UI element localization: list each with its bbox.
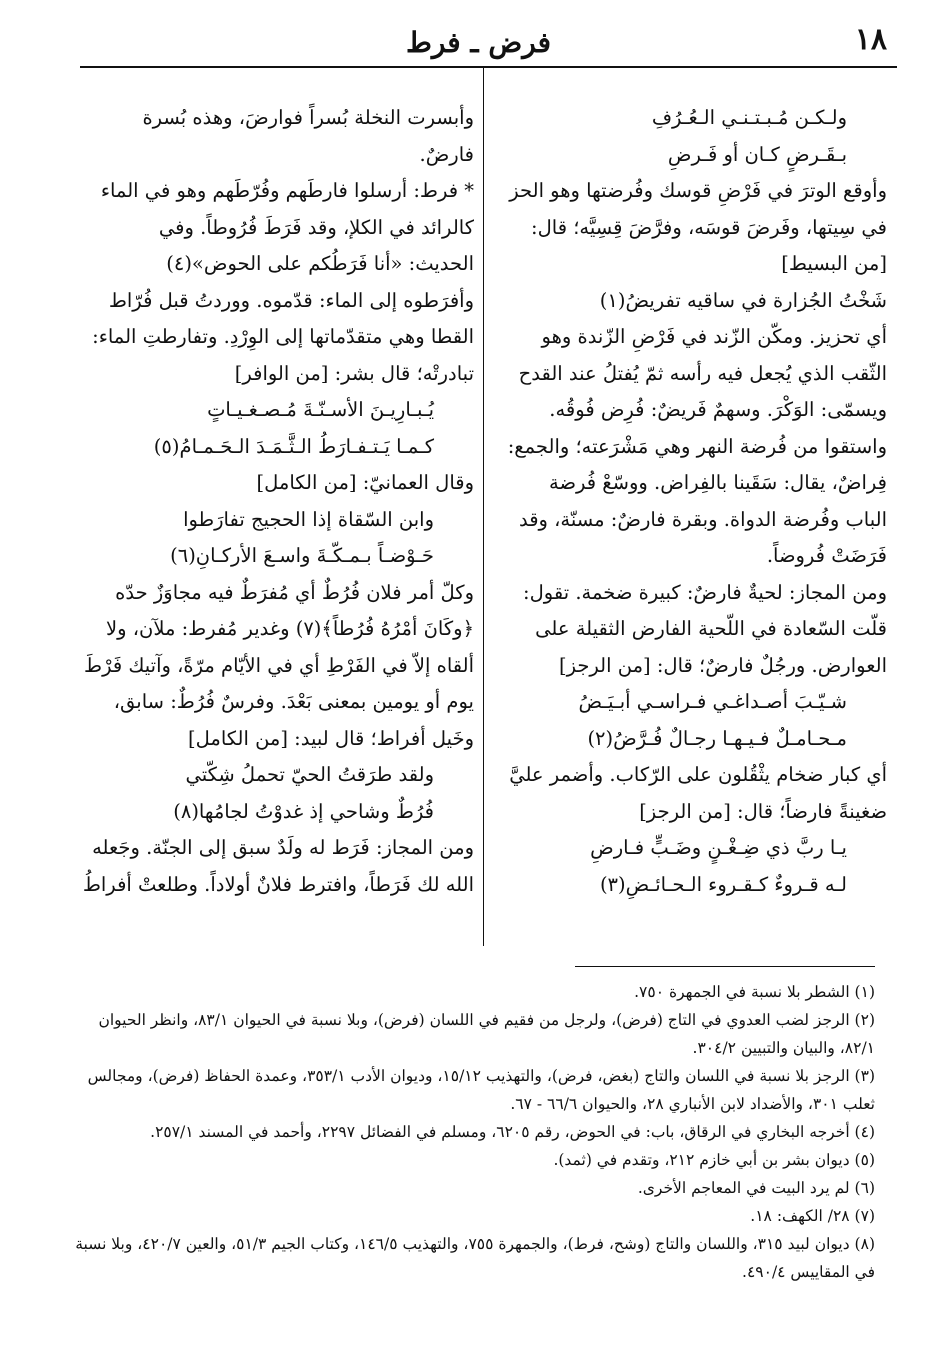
text-line: وقال العمانيّ: [من الكامل] bbox=[256, 471, 474, 494]
text-line: وأفرَطوه إلى الماء: قدّموه. ووردتُ قبل فُرّاط bbox=[108, 288, 474, 312]
page-number: ١٨ bbox=[854, 22, 887, 57]
footnote: (٤) أخرجه البخاري في الرقاق، باب: في الحوض، رقم ٦٢٠٥، ومسلم في الفضائل ٢٢٩٧، وأحمد في المسند ٢٥٧/١. bbox=[150, 1123, 875, 1141]
text-line: أي تحزيز. ومكّن الزّند في فَرْضِ الزّندة وهو bbox=[541, 325, 887, 348]
text-line: ضغينةً فارضاً؛ قال: [من الرجز] bbox=[639, 799, 887, 823]
text-line: وأوقع الوترَ في فَرْضِ قوسك وفُرضتها وهو الحز bbox=[509, 179, 887, 202]
text-line: فارضٌ. bbox=[419, 142, 474, 166]
text-line: فُرُطٌ وشاحي إذ غدوْتُ لجامُها(٨) bbox=[173, 799, 434, 823]
footnote: (١) الشطر بلا نسبة في الجمهرة ٧٥٠. bbox=[634, 983, 875, 1001]
text-line: واستقوا من فُرضة النهر وهي مَشْرَعته؛ والجمع: bbox=[507, 434, 887, 458]
column-divider bbox=[483, 68, 484, 946]
text-line: القطا وهي متقدّماتها إلى الوِرْدِ. وتفارطتِ الماء: bbox=[92, 325, 474, 348]
footnote: (٣) الرجز بلا نسبة في اللسان والتاج (بغض، فرض)، والتهذيب ١٥/١٢، وديوان الأدب ٣٥٣/١، وعمدة الحفاظ (فرض)، ومجالس ثعلب ٣٠١، والأضداد لابن الأنباري ٢٨، والحيوان ٦٦/٦ - ٦٧. bbox=[87, 1067, 875, 1113]
text-line: يـا ربَّ ذي ضِـغْـنٍ وضَـبٍّ فـارضِ bbox=[590, 836, 847, 859]
text-line: يوم أو يومين بمعنى بَعْدَ. وفرسٌ فُرُطٌ: سابق، bbox=[113, 690, 474, 713]
text-line: ومن المجاز: فَرَط له ولَدٌ سبق إلى الجنّة. وجَعله bbox=[92, 836, 474, 859]
text-line: الحديث: «أنا فَرَطُكم على الحوض»(٤) bbox=[166, 252, 474, 275]
right-column bbox=[487, 100, 887, 950]
footnote: (٦) لم يرد البيت في المعاجم الأخرى. bbox=[637, 1179, 875, 1197]
text-line: الباب وفُرضة الدواة. وبقرة فارضٌ: مسنّة، وقد bbox=[518, 507, 887, 531]
text-line: الله لك فَرَطاً، وافترط فلانٌ أولاداً. وطلعتْ أفراطُ bbox=[82, 872, 474, 896]
text-line: شَخْتُ الجُزارة في ساقيه تفريضُ(١) bbox=[599, 288, 887, 312]
text-line: مـحـامـلٌ فـيـهـا رجـالٌ فُـرَّضُ(٢) bbox=[587, 726, 847, 750]
text-line: فَرَضَتْ فُروضاً. bbox=[766, 544, 887, 567]
text-line: تبادرتْه؛ قال بشر: [من الوافر] bbox=[234, 361, 474, 385]
text-line: كـمـا يَـتـفـارَطُ الـثَّـمَـدَ الـحَـمـامُ(٥) bbox=[153, 434, 434, 458]
text-line: [من البسيط] bbox=[781, 252, 887, 275]
text-line: يُـبـارِيـنَ الأسـنّـةَ مُـصـغـيـاتٍ bbox=[207, 398, 434, 421]
text-line: العوارض. ورجُلٌ فارضٌ؛ قال: [من الرجز] bbox=[559, 653, 887, 677]
text-line: فِراضٌ، يقال: سَقَينا بالفِراض. ووسّعْ فُرضة bbox=[548, 471, 887, 494]
footnotes bbox=[60, 978, 875, 1286]
text-line: بـقَـرضٍ كـان أو فَـرضِ bbox=[667, 142, 847, 166]
footnote: (٨) ديوان لبيد ٣١٥، واللسان والتاج (وشح، فرط)، والجمهرة ٧٥٥، والتهذيب ١٤٦/٥، وكتاب الجيم ٥١/٣، والعين ٤٢٠/٧، وبلا نسبة في المقاييس ٤٩٠/٤. bbox=[75, 1235, 875, 1281]
text-line: ويسمّى: الوَكْرَ. وسهمٌ فَريضٌ: فُرِض فُوقُه. bbox=[549, 398, 887, 421]
text-line: ولـكـن مُـبـتـنـي الـعُـرُفِ bbox=[651, 106, 847, 129]
footnote-rule bbox=[575, 966, 875, 967]
text-line: وخَيل أفراط؛ قال لبيد: [من الكامل] bbox=[188, 726, 474, 750]
text-line: ومن المجاز: لحيةٌ فارضٌ: كبيرة ضخمة. تقول: bbox=[523, 580, 887, 604]
text-line: ﴿وكَانَ أمْرُهُ فُرُطاً﴾(٧) وغدير مُفرط: ملآن، ولا bbox=[105, 617, 474, 640]
footnote: (٥) ديوان بشر بن أبي خازم ٢١٢، وتقدم في (ثمد). bbox=[553, 1151, 875, 1169]
footnote: (٧) ٢٨/ الكهف: ١٨. bbox=[750, 1207, 875, 1225]
text-line: وابن السّقاة إذا الحجيج تفارَطوا bbox=[183, 507, 434, 531]
text-line: ألقاه إلاّ في الفَرْطِ أي في الأيّام مرّةً، وآتيك فَرْطَ bbox=[84, 653, 474, 677]
running-title: فرض ـ فرط bbox=[405, 26, 552, 59]
text-line: لـه قـروءٌ كـقـروء الـحـائـضِ(٣) bbox=[599, 872, 847, 896]
text-line: قلّت السّعادة في اللّحية الفارض الثقيلة على bbox=[535, 617, 887, 640]
left-column bbox=[78, 100, 474, 950]
text-line: أي كبار ضخام يثْقُلون على الرّكاب. وأضمر عليَّ bbox=[509, 763, 887, 786]
text-line: * فرط: أرسلوا فارطَهم وفُرّطَهم وهو في الماء bbox=[100, 179, 474, 202]
text-line: كالرائد في الكلإ، وقد فَرَطَ فُرُوطاً. وفي bbox=[158, 215, 474, 239]
text-line: ولقد طرَقتُ الحيّ تحملُ شِكّتي bbox=[185, 763, 434, 786]
text-line: حَـوْضـاً بـمـكّـةَ واسـعَ الأركـانِ(٦) bbox=[170, 544, 434, 567]
footnote: (٢) الرجز لضب العدوي في التاج (فرض)، ولرجل من فقيم في اللسان (فرض)، وبلا نسبة في الحيوان ٨٣/١، وانظر الحيوان ٨٢/١، والبيان والتبيين ٣٠٤/٢. bbox=[98, 1011, 875, 1057]
page-header bbox=[70, 22, 887, 66]
text-line: في سِيتها، وفَرضَ قوسَه، وفرَّضَ قِسِيَّه؛ قال: bbox=[531, 215, 887, 239]
text-line: الثّقب الذي يُجعل فيه رأسه ثمّ يُفتلُ عند القدح bbox=[518, 361, 887, 385]
text-line: شـيّـبَ أصـداغـي فـراسـي أبـيَـضُ bbox=[578, 690, 847, 713]
text-line: وأبسرت النخلة بُسراً فوارضَ، وهذه بُسرة bbox=[142, 106, 474, 129]
header-rule bbox=[80, 66, 897, 68]
text-line: وكلّ أمر فلان فُرُطٌ أي مُفرَطٌ فيه مجاوَزٌ حدّه bbox=[115, 580, 474, 604]
